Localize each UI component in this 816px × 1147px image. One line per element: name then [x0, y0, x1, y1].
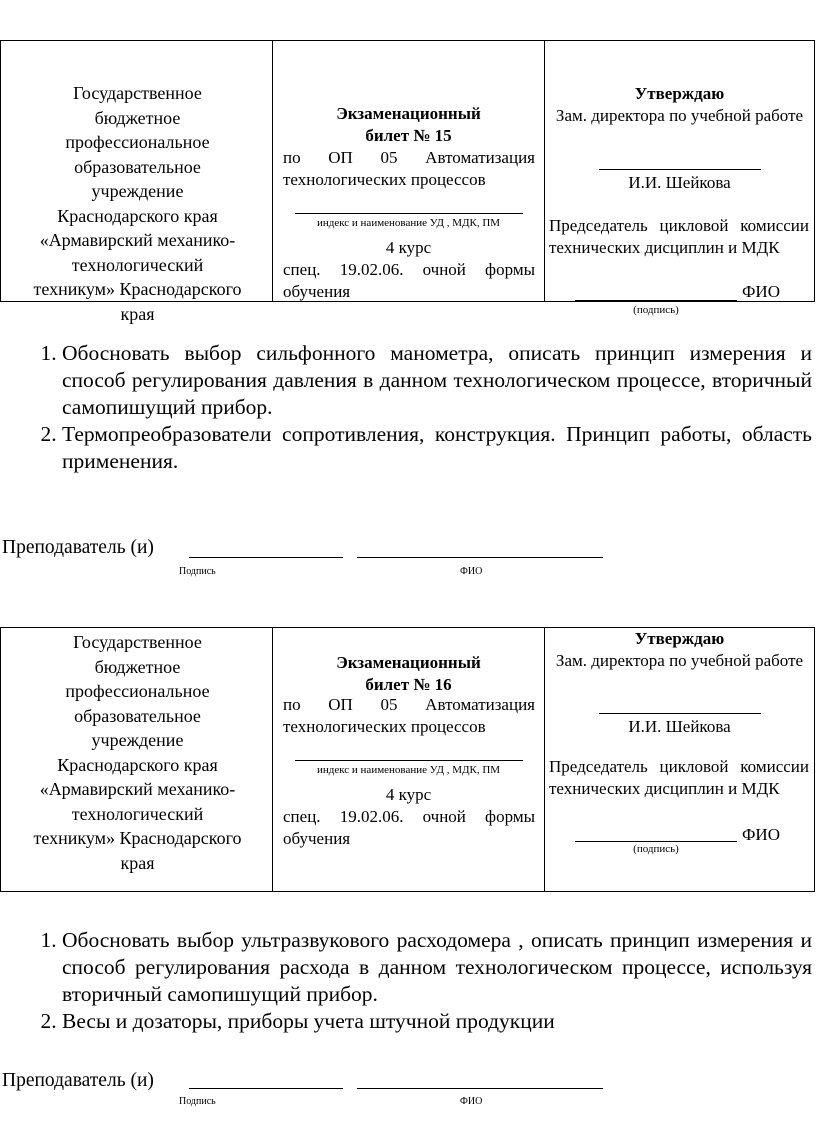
ticket-header-table [0, 40, 815, 324]
teacher-fio-line [357, 557, 603, 558]
ticket-16-header-table [0, 627, 815, 892]
subject-text: по ОП 05 Автоматизация технологических процессов [283, 695, 535, 736]
index-caption: индекс и наименование УД , МДК, ПМ [316, 217, 501, 229]
approve-title: Утверждаю [634, 629, 725, 648]
approve-name: И.И. Шейкова [628, 173, 731, 192]
teacher-label: Преподаватель (и) [2, 537, 154, 558]
approve-position: Зам. директора по учебной работе [555, 106, 804, 125]
ticket-info-cell [273, 628, 545, 891]
ticket-title: Экзаменационный билет № 16 [336, 653, 481, 694]
institution-cell [1, 628, 273, 891]
approve-title: Утверждаю [634, 84, 725, 103]
teacher-fio-caption: ФИО [460, 1096, 483, 1107]
approve-position: Зам. директора по учебной работе [555, 651, 804, 670]
chair-fio: ФИО [742, 282, 780, 301]
spec-text: спец. 19.02.06. очной формы обучения [283, 807, 535, 848]
institution-cell [1, 41, 273, 324]
teacher-signature-caption: Подпись [179, 1096, 216, 1107]
chair-signature-caption: (подпись) [633, 843, 679, 855]
approval-cell [545, 628, 814, 891]
index-underline [295, 213, 523, 214]
course-text: 4 курс [385, 785, 432, 804]
approval-cell [545, 41, 814, 316]
teacher-signature-line [189, 1088, 343, 1089]
chair-text: Председатель цикловой комиссии технических дисциплин и МДК [549, 216, 809, 257]
institution-name: Государственное бюджетное профессиональное образовательное учреждение Краснодарского края «Армавирский механико- технологический техникум» Краснодарского края [33, 632, 242, 873]
chair-text: Председатель цикловой комиссии технических дисциплин и МДК [549, 757, 809, 798]
question-item: 2. Весы и дозаторы, приборы учета штучной продукции [62, 1008, 812, 1035]
chair-fio: ФИО [742, 825, 780, 844]
question-item: 2. Термопреобразователи сопротивления, конструкция. Принцип работы, область применения. [62, 421, 812, 475]
index-underline [295, 760, 523, 761]
institution-name: Государственное бюджетное профессиональное образовательное учреждение Краснодарского края «Армавирский механико- технологический техникум» Краснодарского края [33, 83, 242, 324]
approve-signature-line [599, 713, 761, 714]
teacher-label: Преподаватель (и) [2, 1070, 154, 1091]
teacher-fio-caption: ФИО [460, 566, 483, 577]
subject-text: по ОП 05 Автоматизация технологических процессов [283, 148, 535, 189]
index-caption: индекс и наименование УД , МДК, ПМ [316, 764, 501, 776]
approve-signature-line [599, 169, 761, 170]
teacher-signature-line [189, 557, 343, 558]
chair-signature-line [575, 300, 737, 301]
question-item: 1. Обосновать выбор ультразвукового расходомера , описать принцип измерения и способ регулирования расхода в данном технологическом процессе, используя вторичный самопишущий прибор. [62, 927, 812, 1008]
teacher-fio-line [357, 1088, 603, 1089]
teacher-signature-caption: Подпись [179, 566, 216, 577]
question-item: 1. Обосновать выбор сильфонного манометра, описать принцип измерения и способ регулирования давления в данном технологическом процессе, вторичный самопишущий прибор. [62, 340, 812, 421]
chair-signature-caption: (подпись) [633, 304, 679, 316]
ticket-info-cell [273, 41, 545, 301]
ticket-15-questions [0, 340, 812, 475]
spec-text: спец. 19.02.06. очной формы обучения [283, 260, 535, 301]
approve-name: И.И. Шейкова [628, 717, 731, 736]
ticket-16-questions [0, 927, 812, 1035]
ticket-title: Экзаменационный билет № 15 [336, 104, 481, 145]
course-text: 4 курс [385, 238, 432, 257]
